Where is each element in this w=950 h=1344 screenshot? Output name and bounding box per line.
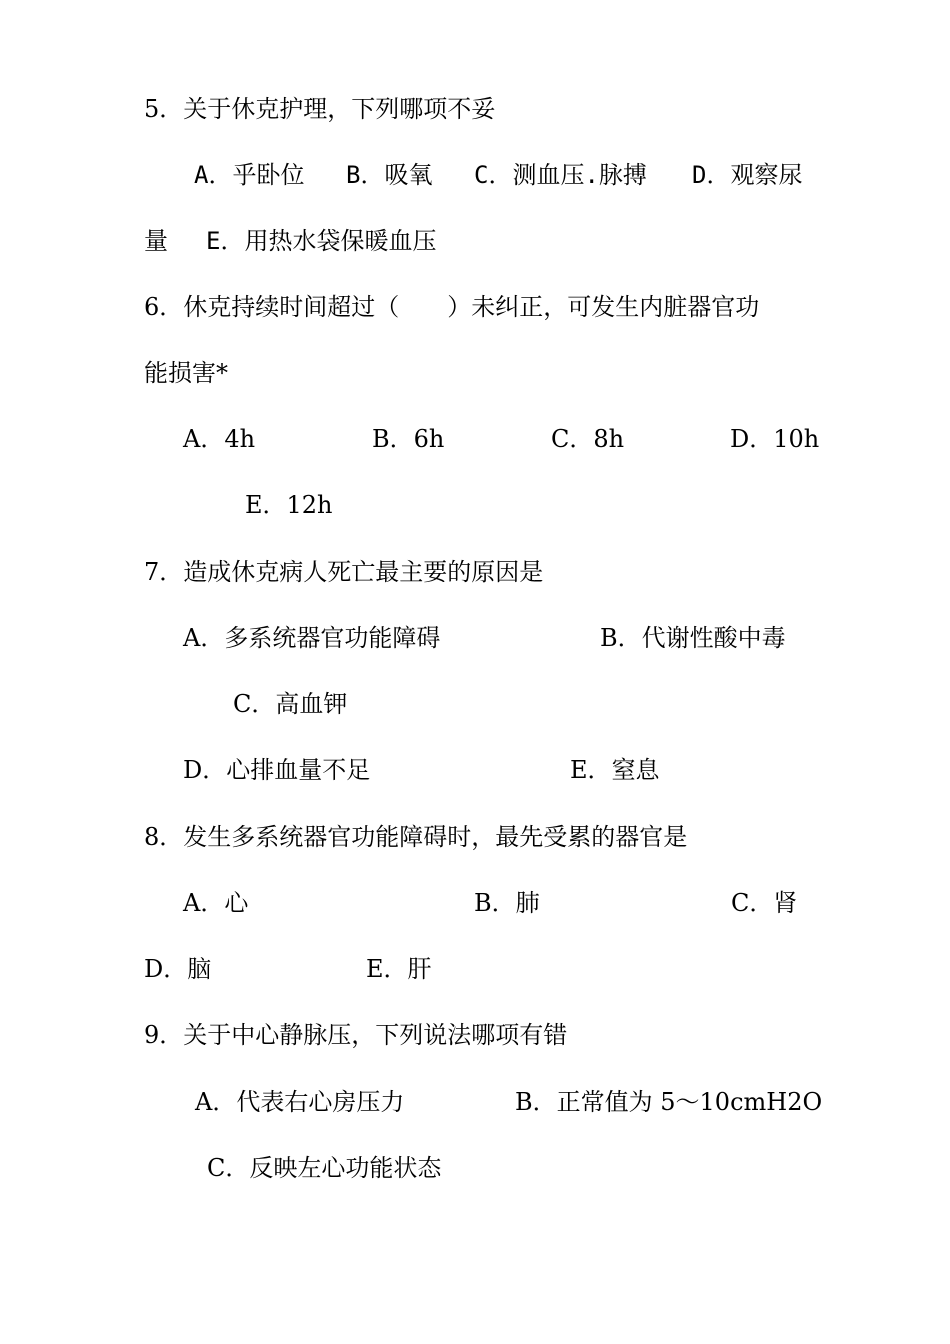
q5-option-e: E．用热水袋保暖血压 — [206, 227, 437, 255]
q7-option-c: C．高血钾 — [233, 690, 348, 718]
q5-option-c: C．测血压.脉搏 — [474, 161, 647, 189]
q6-option-d: D．10h — [730, 425, 820, 453]
q7-option-a: A．多系统器官功能障碍 — [183, 624, 441, 652]
q8-option-d: D．脑 — [144, 955, 212, 983]
q9-option-a: A．代表右心房压力 — [195, 1088, 405, 1116]
q6-option-a: A．4h — [183, 425, 256, 453]
q5-option-d-continued: 量 — [144, 227, 168, 255]
q5-option-a: A．乎卧位 — [194, 161, 305, 189]
q7-option-d: D．心排血量不足 — [183, 756, 371, 784]
q5-stem: 5．关于休克护理，下列哪项不妥 — [144, 95, 496, 123]
q7-option-b: B．代谢性酸中毒 — [600, 624, 786, 652]
q6-stem-line-1: 6．休克持续时间超过（ ）未纠正，可发生内脏器官功 — [144, 293, 760, 321]
q7-option-e: E．窒息 — [570, 756, 660, 784]
q8-option-a: A．心 — [183, 889, 249, 917]
q5-option-d: D．观察尿 — [692, 161, 803, 189]
q8-option-b: B．肺 — [474, 889, 540, 917]
q6-option-e: E．12h — [245, 491, 333, 519]
q6-option-b: B．6h — [372, 425, 445, 453]
q6-stem-line-2: 能损害* — [144, 359, 228, 387]
q7-stem: 7．造成休克病人死亡最主要的原因是 — [144, 558, 544, 586]
q8-option-e: E．肝 — [366, 955, 432, 983]
q8-stem: 8．发生多系统器官功能障碍时，最先受累的器官是 — [144, 823, 688, 851]
q9-option-b: B．正常值为 5～10cmH2O — [515, 1088, 823, 1116]
q8-option-c: C．肾 — [731, 889, 798, 917]
q6-option-c: C．8h — [551, 425, 625, 453]
q5-option-b: B．吸氧 — [346, 161, 433, 189]
q9-option-c: C．反映左心功能状态 — [207, 1154, 442, 1182]
q9-stem: 9．关于中心静脉压，下列说法哪项有错 — [144, 1021, 568, 1049]
